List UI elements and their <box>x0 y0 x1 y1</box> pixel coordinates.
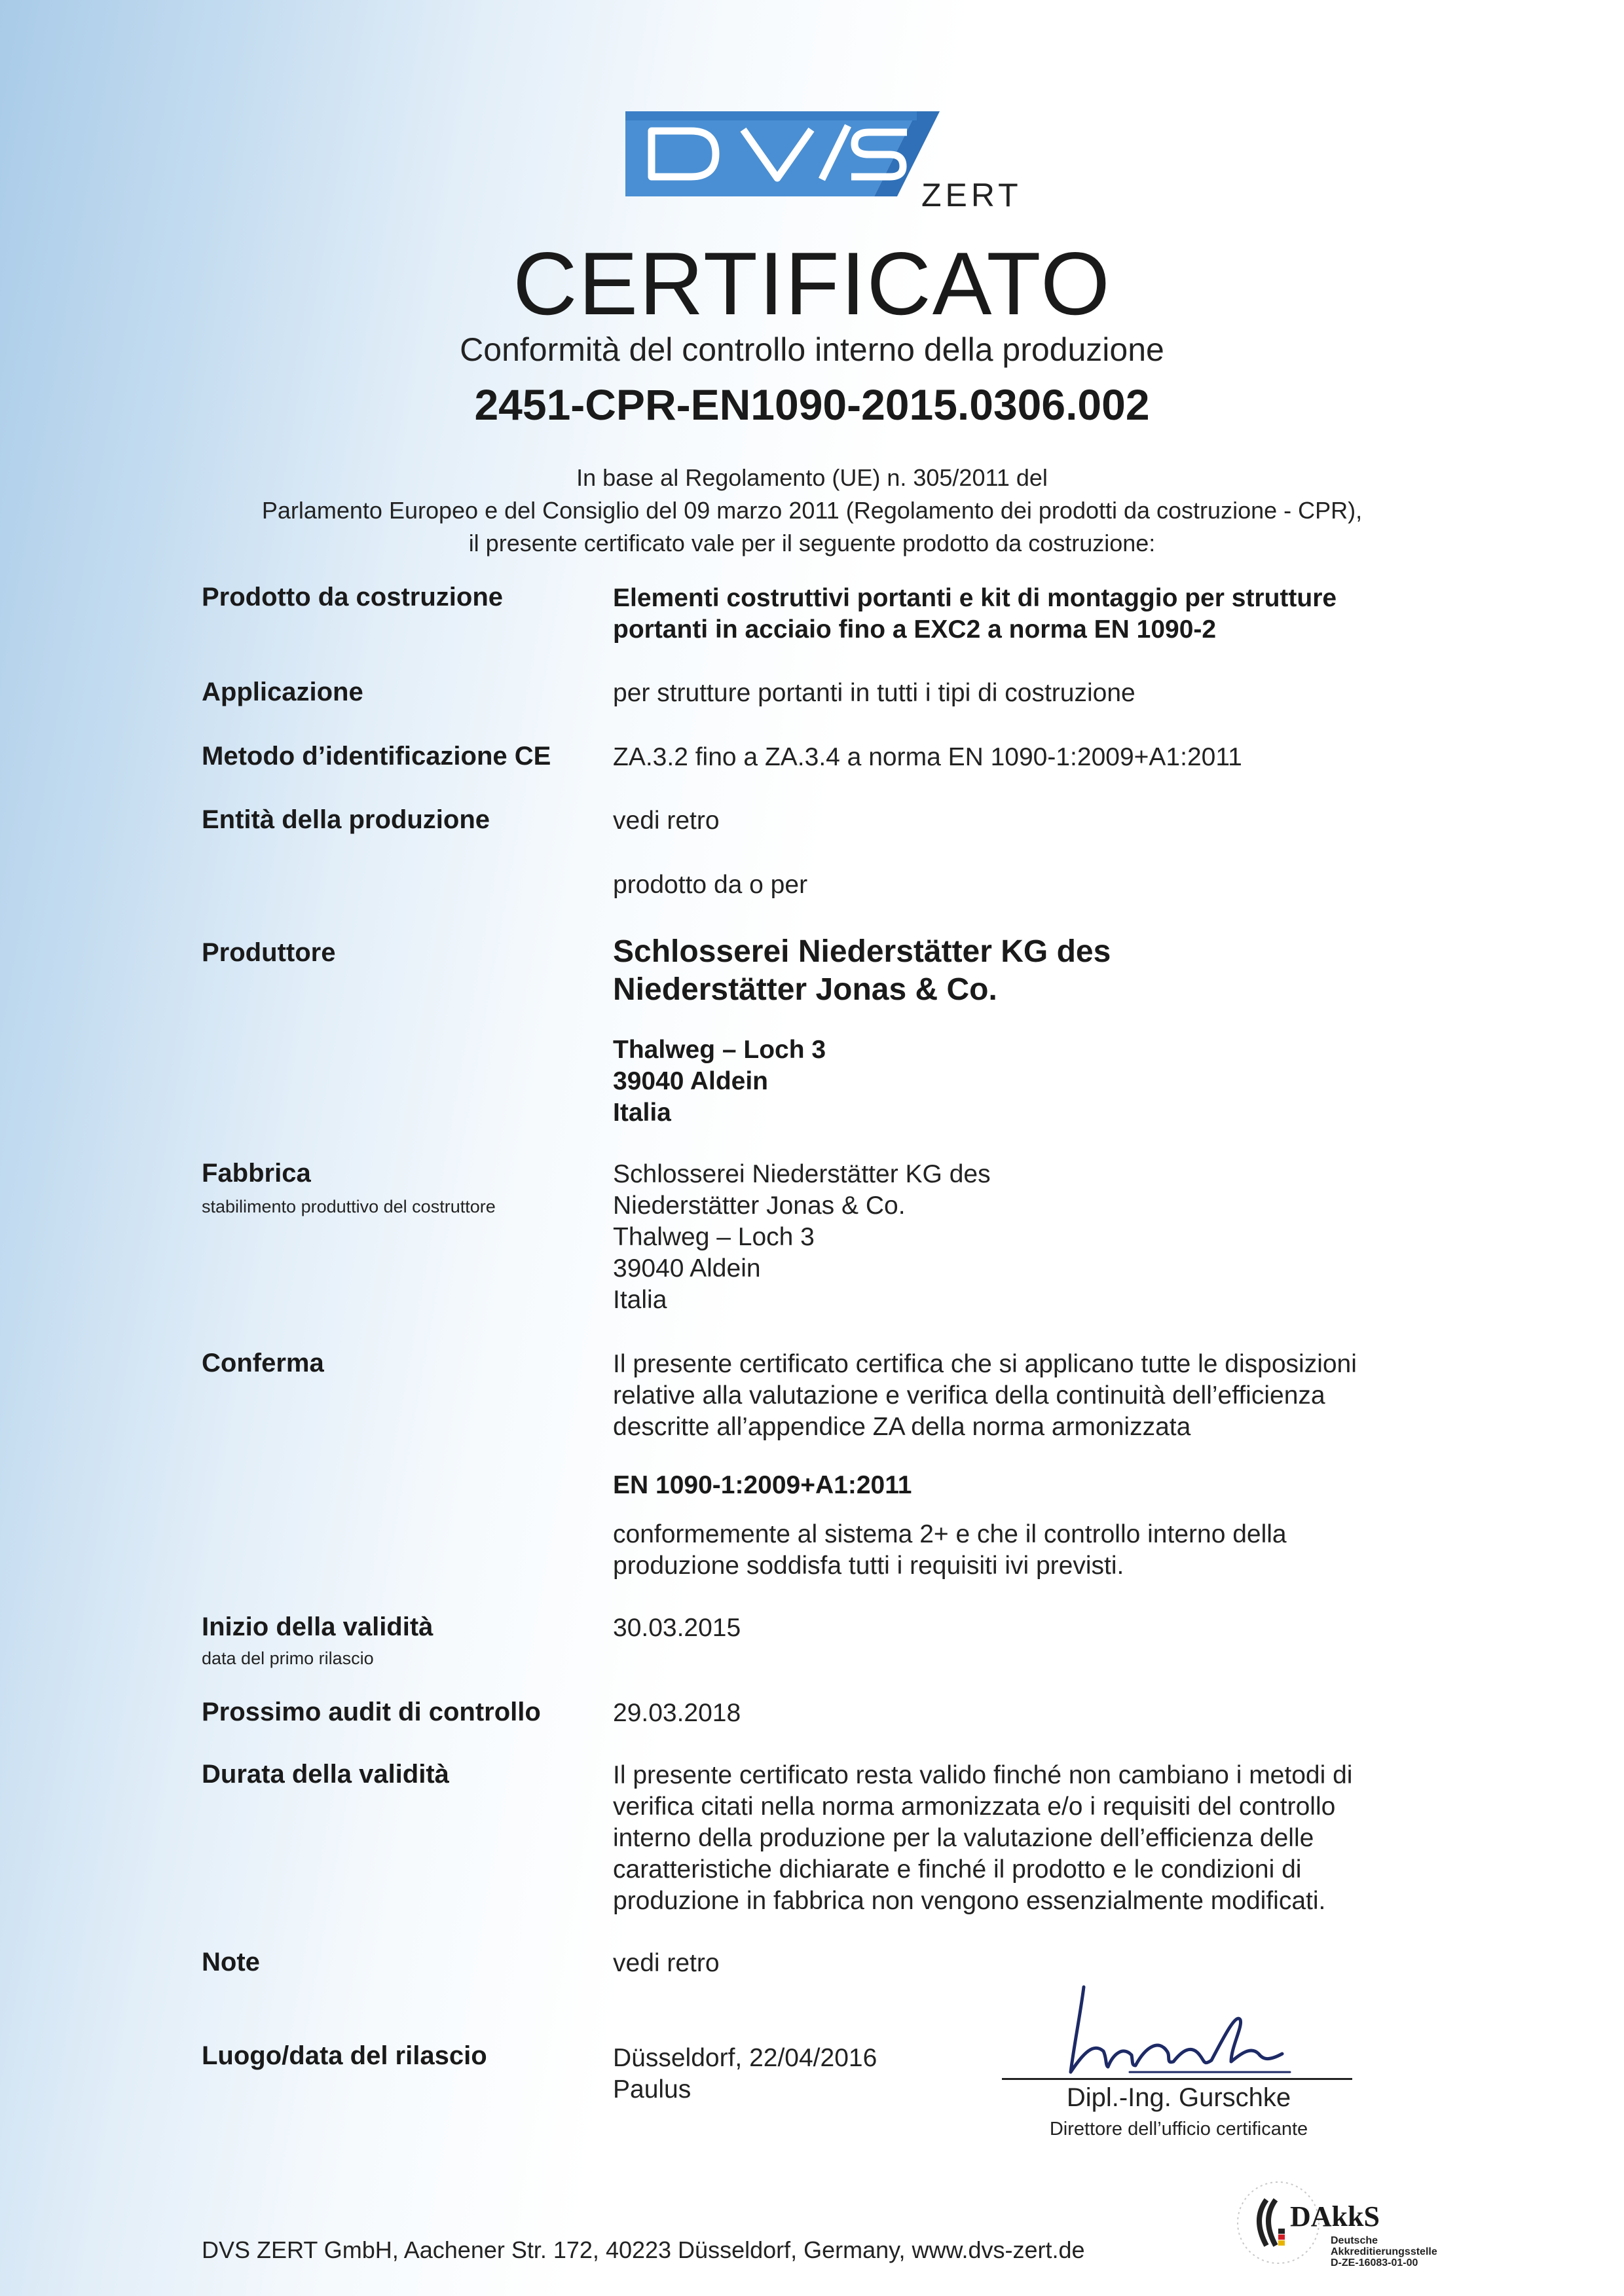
value-line: interno della produzione per la valutazione dell’efficienza delle <box>613 1824 1314 1852</box>
value-luogo <box>613 2043 953 2105</box>
sublabel-inizio: data del primo rilascio <box>202 1649 374 1668</box>
label-fabbrica: Fabbrica <box>202 1159 311 1188</box>
value-line: Il presente certificato certifica che si applicano tutte le disposizioni <box>613 1350 1357 1378</box>
value-line: Il presente certificato resta valido finché non cambiano i metodi di <box>613 1761 1353 1789</box>
value-applicazione: per strutture portanti in tutti i tipi di costruzione <box>613 679 1135 707</box>
signatory-name: Dipl.-Ing. Gurschke <box>1066 2083 1291 2112</box>
signature-line <box>1002 2078 1352 2080</box>
value-place-date: Düsseldorf, 22/04/2016 <box>613 2044 877 2072</box>
value-line: conformemente al sistema 2+ e che il controllo interno della <box>613 1520 1287 1548</box>
label-entita: Entità della produzione <box>202 805 490 834</box>
label-note: Note <box>202 1948 260 1977</box>
value-line: Elementi costruttivi portanti e kit di montaggio per strutture <box>613 584 1337 612</box>
label-conferma: Conferma <box>202 1349 324 1377</box>
value-durata <box>613 1760 1458 1917</box>
label-audit: Prossimo audit di controllo <box>202 1698 541 1726</box>
value-line: produzione soddisfa tutti i requisiti ivi previsti. <box>613 1552 1124 1580</box>
value-line: Schlosserei Niederstätter KG des <box>613 1160 991 1188</box>
value-conferma-2 <box>613 1519 1458 1582</box>
intro-line: il presente certificato vale per il seguente prodotto da costruzione: <box>468 530 1156 556</box>
dakks-text <box>1331 2235 1437 2269</box>
value-audit: 29.03.2018 <box>613 1699 741 1727</box>
value-line: portanti in acciaio fino a EXC2 a norma EN 1090-2 <box>613 615 1217 644</box>
value-line: Schlosserei Niederstätter KG des <box>613 934 1111 969</box>
value-line: Thalweg – Loch 3 <box>613 1223 815 1251</box>
value-line: caratteristiche dichiarate e finché il prodotto e le condizioni di <box>613 1855 1302 1884</box>
label-applicazione: Applicazione <box>202 678 363 706</box>
footer-address: DVS ZERT GmbH, Aachener Str. 172, 40223 Düsseldorf, Germany, www.dvs-zert.de <box>202 2236 1085 2263</box>
value-entita-extra: prodotto da o per <box>613 871 808 899</box>
value-line: Thalweg – Loch 3 <box>613 1036 826 1064</box>
value-metodo: ZA.3.2 fino a ZA.3.4 a norma EN 1090-1:2009+A1:2011 <box>613 743 1242 771</box>
sublabel-fabbrica: stabilimento produttivo del costruttore <box>202 1197 496 1216</box>
handwritten-signature <box>1054 1974 1303 2079</box>
value-conferma-norm: EN 1090-1:2009+A1:2011 <box>613 1471 912 1499</box>
dakks-name: DAkkS <box>1290 2200 1380 2232</box>
signatory-role: Direttore dell’ufficio certificante <box>1049 2119 1308 2140</box>
value-produttore-address <box>613 1034 1458 1129</box>
label-luogo: Luogo/data del rilascio <box>202 2041 487 2070</box>
value-line: Italia <box>613 1286 667 1314</box>
value-prodotto <box>613 583 1458 646</box>
value-line: Niederstätter Jonas & Co. <box>613 1192 906 1220</box>
dakks-line: Deutsche <box>1331 2235 1378 2246</box>
logo-zert-text: ZERT <box>921 177 1022 210</box>
value-line: descritte all’appendice ZA della norma armonizzata <box>613 1413 1191 1441</box>
intro-line: Parlamento Europeo e del Consiglio del 09 marzo 2011 (Regolamento dei prodotti da costruzione - CPR), <box>261 497 1363 524</box>
value-line: Italia <box>613 1099 671 1127</box>
label-durata: Durata della validità <box>202 1760 449 1789</box>
certificate-subtitle: Conformità del controllo interno della produzione <box>460 331 1164 368</box>
value-fabbrica <box>613 1159 1458 1316</box>
dakks-badge <box>1232 2174 1481 2272</box>
value-line: produzione in fabbrica non vengono essenzialmente modificati. <box>613 1887 1326 1915</box>
value-line: verifica citati nella norma armonizzata e/o i requisiti del controllo <box>613 1793 1336 1821</box>
dakks-line: Akkreditierungsstelle <box>1331 2246 1437 2257</box>
value-line: Niederstätter Jonas & Co. <box>613 972 997 1007</box>
certificate-title: CERTIFICATO <box>513 234 1111 333</box>
dvs-zert-logo <box>625 111 1044 210</box>
label-prodotto: Prodotto da costruzione <box>202 583 503 611</box>
intro-text <box>0 462 1624 560</box>
value-line: relative alla valutazione e verifica della continuità dell’efficienza <box>613 1381 1325 1410</box>
label-produttore: Produttore <box>202 938 336 967</box>
value-inizio: 30.03.2015 <box>613 1614 741 1642</box>
value-conferma <box>613 1349 1458 1443</box>
intro-line: In base al Regolamento (UE) n. 305/2011 del <box>576 464 1048 491</box>
value-entita: vedi retro <box>613 807 720 835</box>
logo-band-top <box>625 111 917 120</box>
value-line: 39040 Aldein <box>613 1254 761 1283</box>
value-note: vedi retro <box>613 1949 720 1977</box>
label-inizio: Inizio della validità <box>202 1613 434 1641</box>
value-produttore-name <box>613 933 1458 1009</box>
dakks-code: D-ZE-16083-01-00 <box>1331 2257 1418 2269</box>
value-line: 39040 Aldein <box>613 1067 769 1095</box>
certificate-number: 2451-CPR-EN1090-2015.0306.002 <box>474 380 1150 429</box>
label-metodo: Metodo d’identificazione CE <box>202 742 551 771</box>
value-person: Paulus <box>613 2075 692 2104</box>
